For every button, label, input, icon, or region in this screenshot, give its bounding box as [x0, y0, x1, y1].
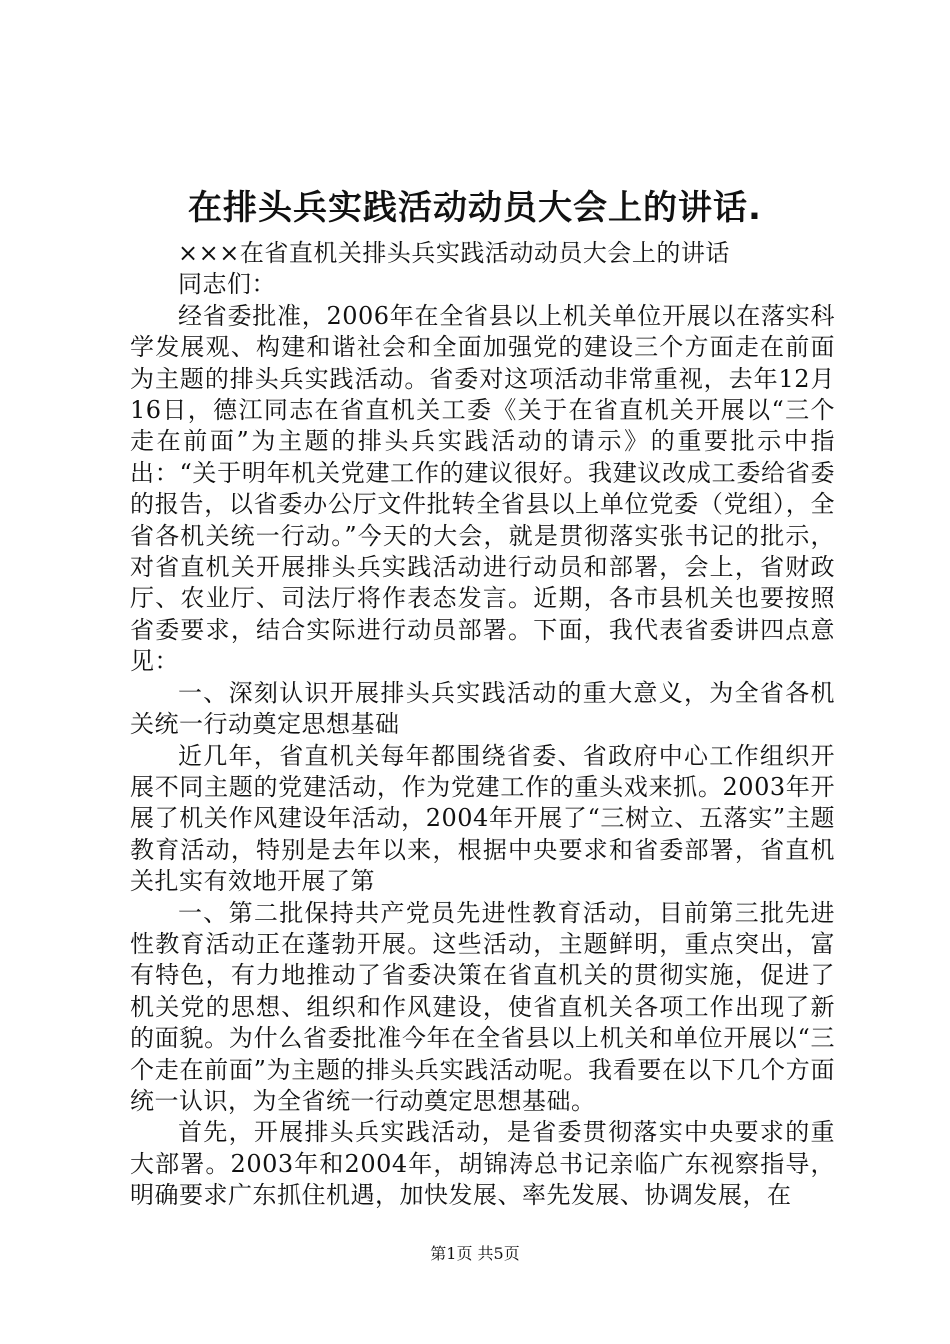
document-body — [130, 238, 835, 1212]
section-heading-1: 一、深刻认识开展排头兵实践活动的重大意义，为全省各机关统一行动奠定思想基础 — [130, 678, 835, 739]
document-title: 在排头兵实践活动动员大会上的讲话. — [188, 188, 762, 228]
body-paragraph: 一、第二批保持共产党员先进性教育活动，目前第三批先进性教育活动正在蓬勃开展。这些活动，主题鲜明，重点突出，富有特色，有力地推动了省委决策在省直机关的贯彻实施，促进了机关党的思想、组织和作风建设，使省直机关各项工作出现了新的面貌。为什么省委批准今年在全省县以上机关和单位开展以“三个走在前面”为主题的排头兵实践活动呢。我看要在以下几个方面统一认识，为全省统一行动奠定思想基础。 — [130, 898, 835, 1115]
page-number: 第1页 共5页 — [430, 1244, 520, 1263]
body-paragraph: 首先，开展排头兵实践活动，是省委贯彻落实中央要求的重大部署。2003年和2004年，胡锦涛总书记亲临广东视察指导，明确要求广东抓住机遇，加快发展、率先发展、协调发展，在 — [130, 1118, 835, 1210]
salutation: 同志们： — [178, 270, 276, 299]
body-paragraph: 近几年，省直机关每年都围绕省委、省政府中心工作组织开展不同主题的党建活动，作为党建工作的重头戏来抓。2003年开展了机关作风建设年活动，2004年开展了“三树立、五落实”主题教育活动，特别是去年以来，根据中央要求和省委部署，省直机关扎实有效地开展了第 — [130, 741, 835, 896]
speech-heading: ×××在省直机关排头兵实践活动动员大会上的讲话 — [178, 239, 730, 267]
body-paragraph: 经省委批准，2006年在全省县以上机关单位开展以在落实科学发展观、构建和谐社会和全面加强党的建设三个方面走在前面为主题的排头兵实践活动。省委对这项活动非常重视，去年12月16日，德江同志在省直机关工委《关于在省直机关开展以“三个走在前面”为主题的排头兵实践活动的请示》的重要批示中指出：“关于明年机关党建工作的建议很好。我建议改成工委给省委的报告，以省委办公厅文件批转全省县以上单位党委（党组），全省各机关统一行动。”今天的大会，就是贯彻落实张书记的批示，对省直机关开展排头兵实践活动进行动员和部署，会上，省财政厅、农业厅、司法厅将作表态发言。近期，各市县机关也要按照省委要求，结合实际进行动员部署。下面，我代表省委讲四点意见： — [130, 301, 835, 676]
